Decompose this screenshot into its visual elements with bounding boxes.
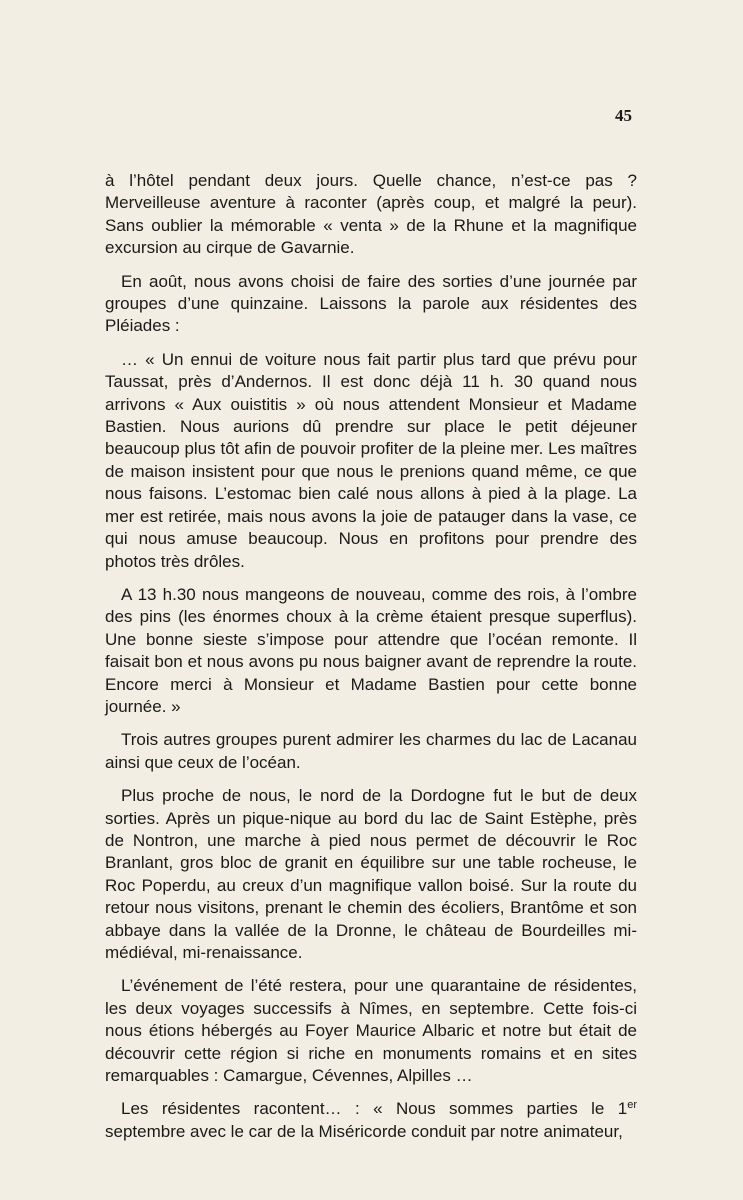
paragraph-8-end: septembre avec le car de la Miséricorde conduit par notre animateur, xyxy=(105,1121,623,1141)
paragraph-8-start: Les résidentes racontent… : « Nous sommes parties le 1 xyxy=(121,1099,628,1119)
ordinal-suffix: er xyxy=(627,1099,637,1112)
body-text xyxy=(105,170,637,1154)
paragraph-4: A 13 h.30 nous mangeons de nouveau, comme des rois, à l’ombre des pins (les énormes choux à la crème étaient presque superflus). Une bonne sieste s’impose pour attendre que l’océan remonte. Il faisait bon et nous avons pu nous baigner avant de reprendre la route. Encore merci à Monsieur et Madame Bastien pour cette bonne journée. » xyxy=(105,584,637,716)
page-number: 45 xyxy=(615,106,632,125)
paragraph-1: à l’hôtel pendant deux jours. Quelle chance, n’est-ce pas ? Merveilleuse aventure à raconter (après coup, et malgré la peur). Sans oublier la mémorable « venta » de la Rhune et la magnifique excursion au cirque de Gavarnie. xyxy=(105,171,637,258)
paragraph-6: Plus proche de nous, le nord de la Dordogne fut le but de deux sorties. Après un pique-nique au bord du lac de Saint Estèphe, près de Nontron, une marche à pied nous permet de découvrir le Roc Branlant, gros bloc de granit en équilibre sur une table rocheuse, le Roc Poperdu, au creux d’un magnifique vallon boisé. Sur la route du retour nous visitons, prenant le chemin des écoliers, Brantôme et son abbaye dans la vallée de la Dronne, le château de Bourdeilles mi-médiéval, mi-renaissance. xyxy=(105,786,637,962)
paragraph-3: … « Un ennui de voiture nous fait partir plus tard que prévu pour Taussat, près d’Andernos. Il est donc déjà 11 h. 30 quand nous arrivons « Aux ouistitis » où nous attendent Monsieur et Madame Bastien. Nous aurions dû prendre sur place le petit déjeuner beaucoup plus tôt afin de pouvoir profiter de la pleine mer. Les maîtres de maison insistent pour que nous le prenions quand même, ce que nous faisons. L’estomac bien calé nous allons à pied à la plage. La mer est retirée, mais nous avons la joie de patauger dans la vase, ce qui nous amuse beaucoup. Nous en profitons pour prendre des photos très drôles. xyxy=(105,349,637,571)
paragraph-7: L’événement de l’été restera, pour une quarantaine de résidentes, les deux voyages successifs à Nîmes, en septembre. Cette fois-ci nous étions hébergés au Foyer Maurice Albaric et notre but était de découvrir cette région si riche en monuments romains et en sites remarquables : Camargue, Cévennes, Alpilles … xyxy=(105,976,637,1086)
paragraph-8 xyxy=(105,1098,637,1143)
paragraph-5: Trois autres groupes purent admirer les charmes du lac de Lacanau ainsi que ceux de l’océan. xyxy=(105,730,637,772)
paragraph-2: En août, nous avons choisi de faire des sorties d’une journée par groupes d’une quinzaine. Laissons la parole aux résidentes des Pléiades : xyxy=(105,271,637,336)
